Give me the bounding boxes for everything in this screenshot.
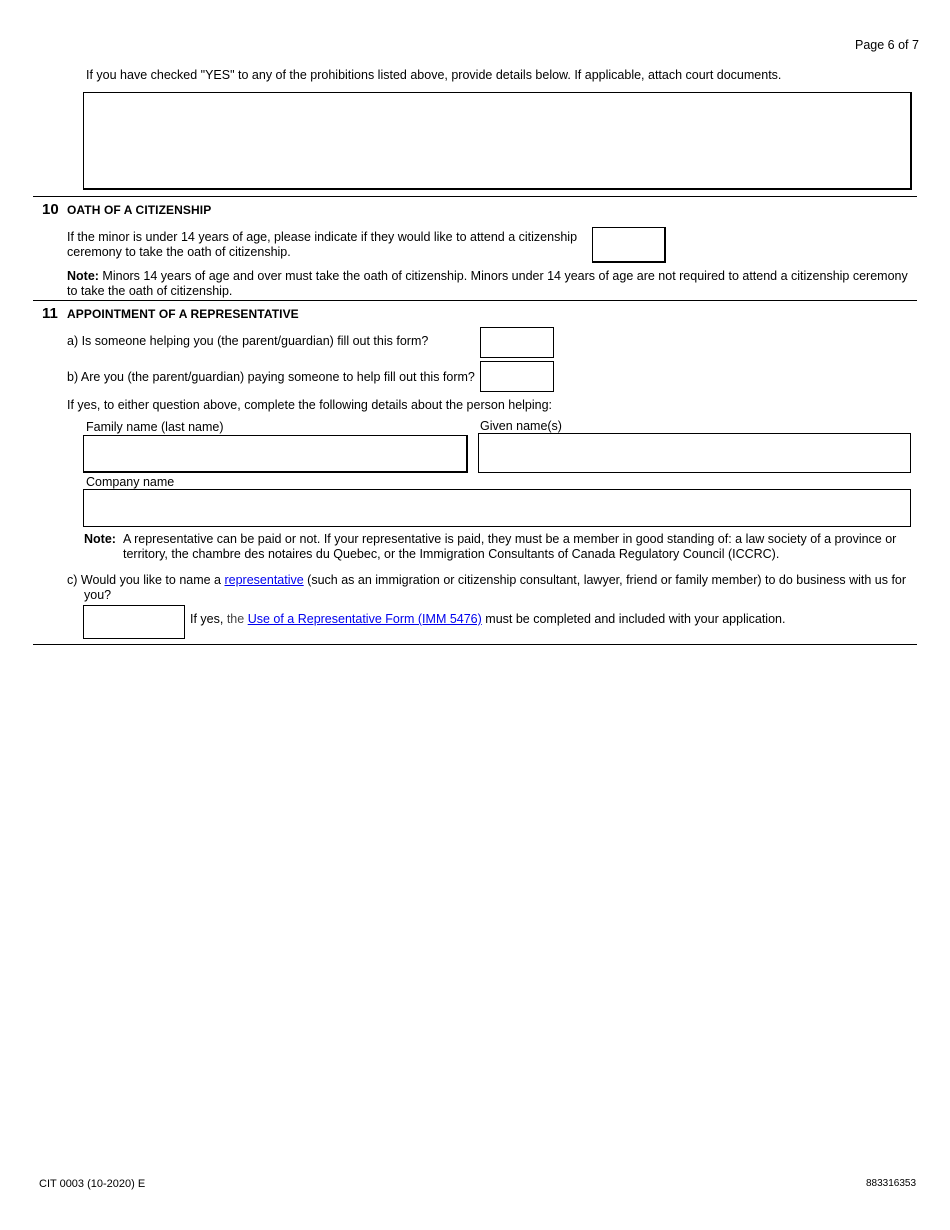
representative-note-line1: A representative can be paid or not. If your representative is paid, they must be a member in good standing of: a law society of a province or — [123, 532, 897, 546]
barcode-number: 883316353 — [866, 1178, 917, 1189]
form-instruction — [190, 612, 785, 626]
company-name-label: Company name — [86, 475, 175, 489]
question-a: a) Is someone helping you (the parent/guardian) fill out this form? — [67, 334, 429, 348]
oath-note-label: Note: — [67, 269, 99, 283]
form-instruction-the: the — [226, 612, 248, 626]
page-number: Page 6 of 7 — [855, 38, 919, 52]
section-10-number: 10 — [42, 201, 59, 218]
section-10-title: OATH OF A CITIZENSHIP — [67, 203, 212, 217]
question-a-select[interactable] — [480, 327, 554, 358]
form-code: CIT 0003 (10-2020) E — [39, 1178, 146, 1190]
oath-ceremony-select[interactable] — [592, 227, 666, 263]
question-b: b) Are you (the parent/guardian) paying someone to help fill out this form? — [67, 370, 475, 384]
section-11-number: 11 — [42, 305, 58, 322]
representative-note-label — [84, 532, 116, 546]
note-label: Note: — [84, 532, 116, 546]
if-yes-instruction: If yes, to either question above, complete the following details about the person helping: — [67, 398, 553, 412]
question-c-select[interactable] — [83, 605, 185, 639]
oath-note-text: Minors 14 years of age and over must take the oath of citizenship. Minors under 14 years of age are not required to attend a citizenship ceremony — [98, 269, 908, 283]
given-names-label: Given name(s) — [480, 419, 562, 433]
oath-question-line2: ceremony to take the oath of citizenship. — [67, 245, 291, 259]
family-name-field[interactable] — [83, 435, 468, 473]
question-b-select[interactable] — [480, 361, 554, 392]
question-c-suffix: (such as an immigration or citizenship consultant, lawyer, friend or family member) to do business with us for — [303, 573, 907, 587]
prohibitions-instruction: If you have checked "YES" to any of the prohibitions listed above, provide details below. If applicable, attach court documents. — [86, 68, 782, 82]
section-divider — [33, 196, 917, 197]
oath-question-line1: If the minor is under 14 years of age, please indicate if they would like to attend a citizenship — [67, 230, 578, 244]
question-c-line2: you? — [84, 588, 112, 602]
representative-note-line2: territory, the chambre des notaires du Quebec, or the Immigration Consultants of Canada Regulatory Council (ICCRC). — [123, 547, 780, 561]
imm5476-form-link[interactable]: Use of a Representative Form (IMM 5476) — [247, 612, 482, 626]
form-instruction-prefix: If yes, — [190, 612, 227, 626]
prohibitions-details-field[interactable] — [83, 92, 912, 190]
question-c-prefix: c) Would you like to name a — [67, 573, 225, 587]
oath-note — [67, 269, 912, 283]
company-name-field[interactable] — [83, 489, 911, 527]
section-divider — [33, 300, 917, 301]
question-c — [67, 573, 917, 587]
family-name-label: Family name (last name) — [86, 420, 224, 434]
oath-note-line2: to take the oath of citizenship. — [67, 284, 233, 298]
given-names-field[interactable] — [478, 433, 911, 473]
representative-link[interactable]: representative — [224, 573, 304, 587]
section-11-title: APPOINTMENT OF A REPRESENTATIVE — [67, 307, 299, 321]
section-divider — [33, 644, 917, 645]
form-instruction-suffix: must be completed and included with your application. — [481, 612, 786, 626]
